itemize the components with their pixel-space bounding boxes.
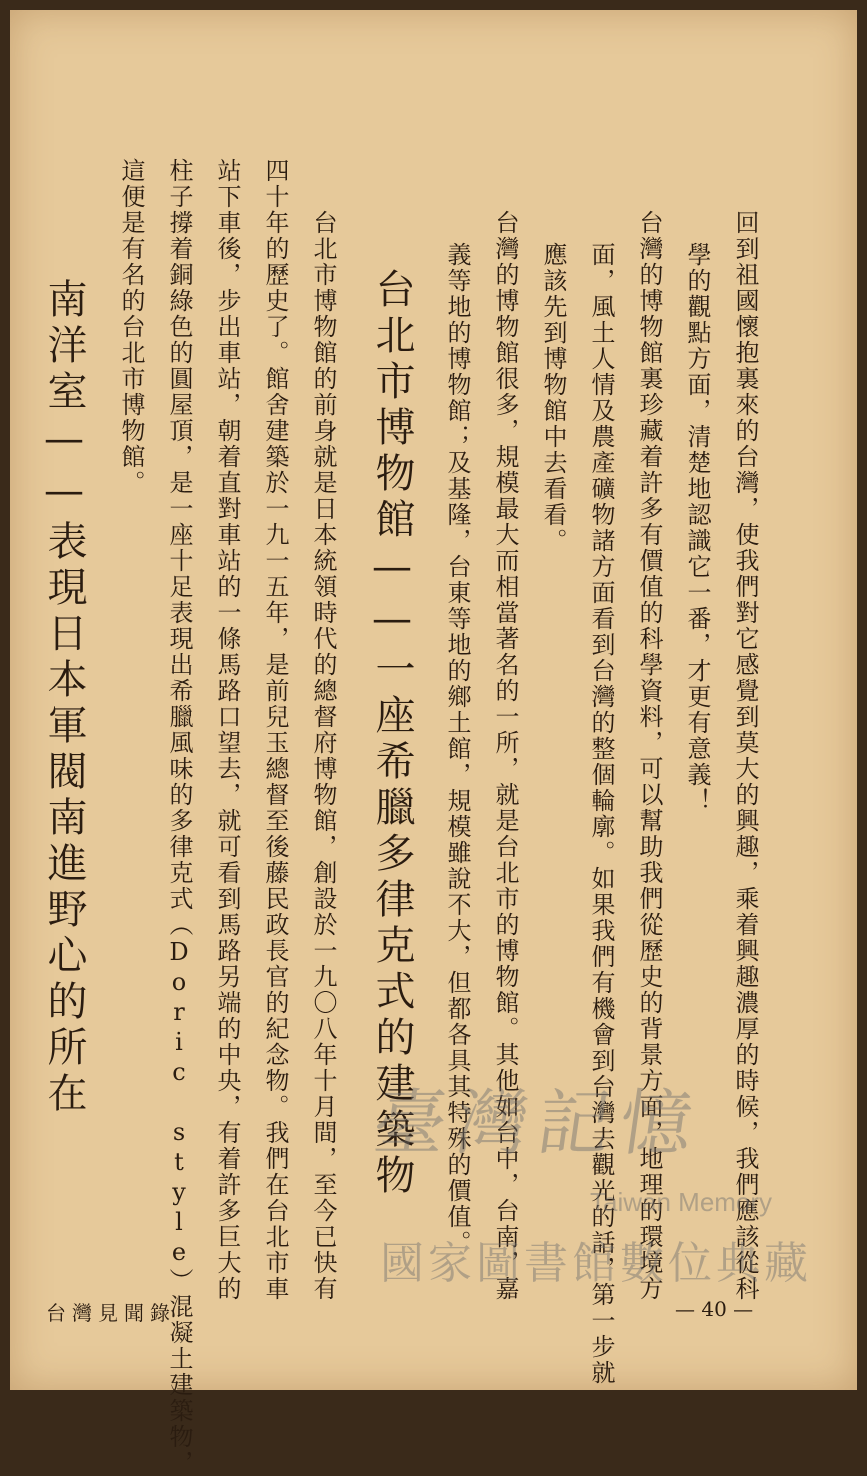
library-watermark (368, 1065, 835, 1300)
text-column: 台灣的博物館裏珍藏着許多有價值的科學資料，可以幫助我們從歷史的背景方面，地理的環境方 (635, 210, 663, 1302)
watermark-organization: 國家圖書館數位典藏 (380, 1239, 812, 1288)
text-column: 柱子撐着銅綠色的圓屋頂，是一座十足表現出希臘風味的多律克式（Doric style）混凝土建築物， (165, 158, 193, 1476)
text-column: 台北市博物館的前身就是日本統領時代的總督府博物館，創設於一九〇八年十月間，至今已快有 (309, 210, 337, 1302)
text-column: 台灣的博物館很多，規模最大而相當著名的一所，就是台北市的博物館。其他如台中，台南，嘉 (491, 210, 519, 1302)
watermark-english: Taiwan Memory (590, 1187, 773, 1217)
text-column: 回到祖國懷抱裏來的台灣，使我們對它感覺到莫大的興趣，乘着興趣濃厚的時候，我們應該從科 (731, 210, 759, 1302)
text-column: 應該先到博物館中去看看。 (539, 242, 567, 554)
text-column: 面，風土人情及農產礦物諸方面看到台灣的整個輪廓。如果我們有機會到台灣去觀光的話，第一步就 (587, 242, 615, 1386)
text-column: 義等地的博物館；及基隆，台東等地的鄉土館，規模雖說不大，但都各具其特殊的價值。 (443, 242, 471, 1256)
text-column: 四十年的歷史了。館舍建築於一九一五年，是前兒玉總督至後藤民政長官的紀念物。我們在台北市車 (261, 158, 289, 1302)
text-column: 學的觀點方面，清楚地認識它一番，才更有意義！ (683, 242, 711, 814)
book-page (10, 10, 857, 1476)
watermark-logo-text: 臺灣記憶 (368, 1081, 709, 1165)
text-column: 站下車後，步出車站，朝着直對車站的一條馬路口望去，就可看到馬路另端的中央，有着許多巨大的 (213, 158, 241, 1302)
book-title-footer: 台灣見聞錄 (46, 1301, 176, 1325)
page-number: — 40 — (675, 1297, 754, 1321)
section-heading: 南洋室——表現日本軍閥南進野心的所在 (41, 278, 87, 1118)
text-column: 這便是有名的台北市博物館。 (117, 158, 145, 496)
section-heading: 台北市博物館——一座希臘多律克式的建築物 (369, 268, 415, 1200)
